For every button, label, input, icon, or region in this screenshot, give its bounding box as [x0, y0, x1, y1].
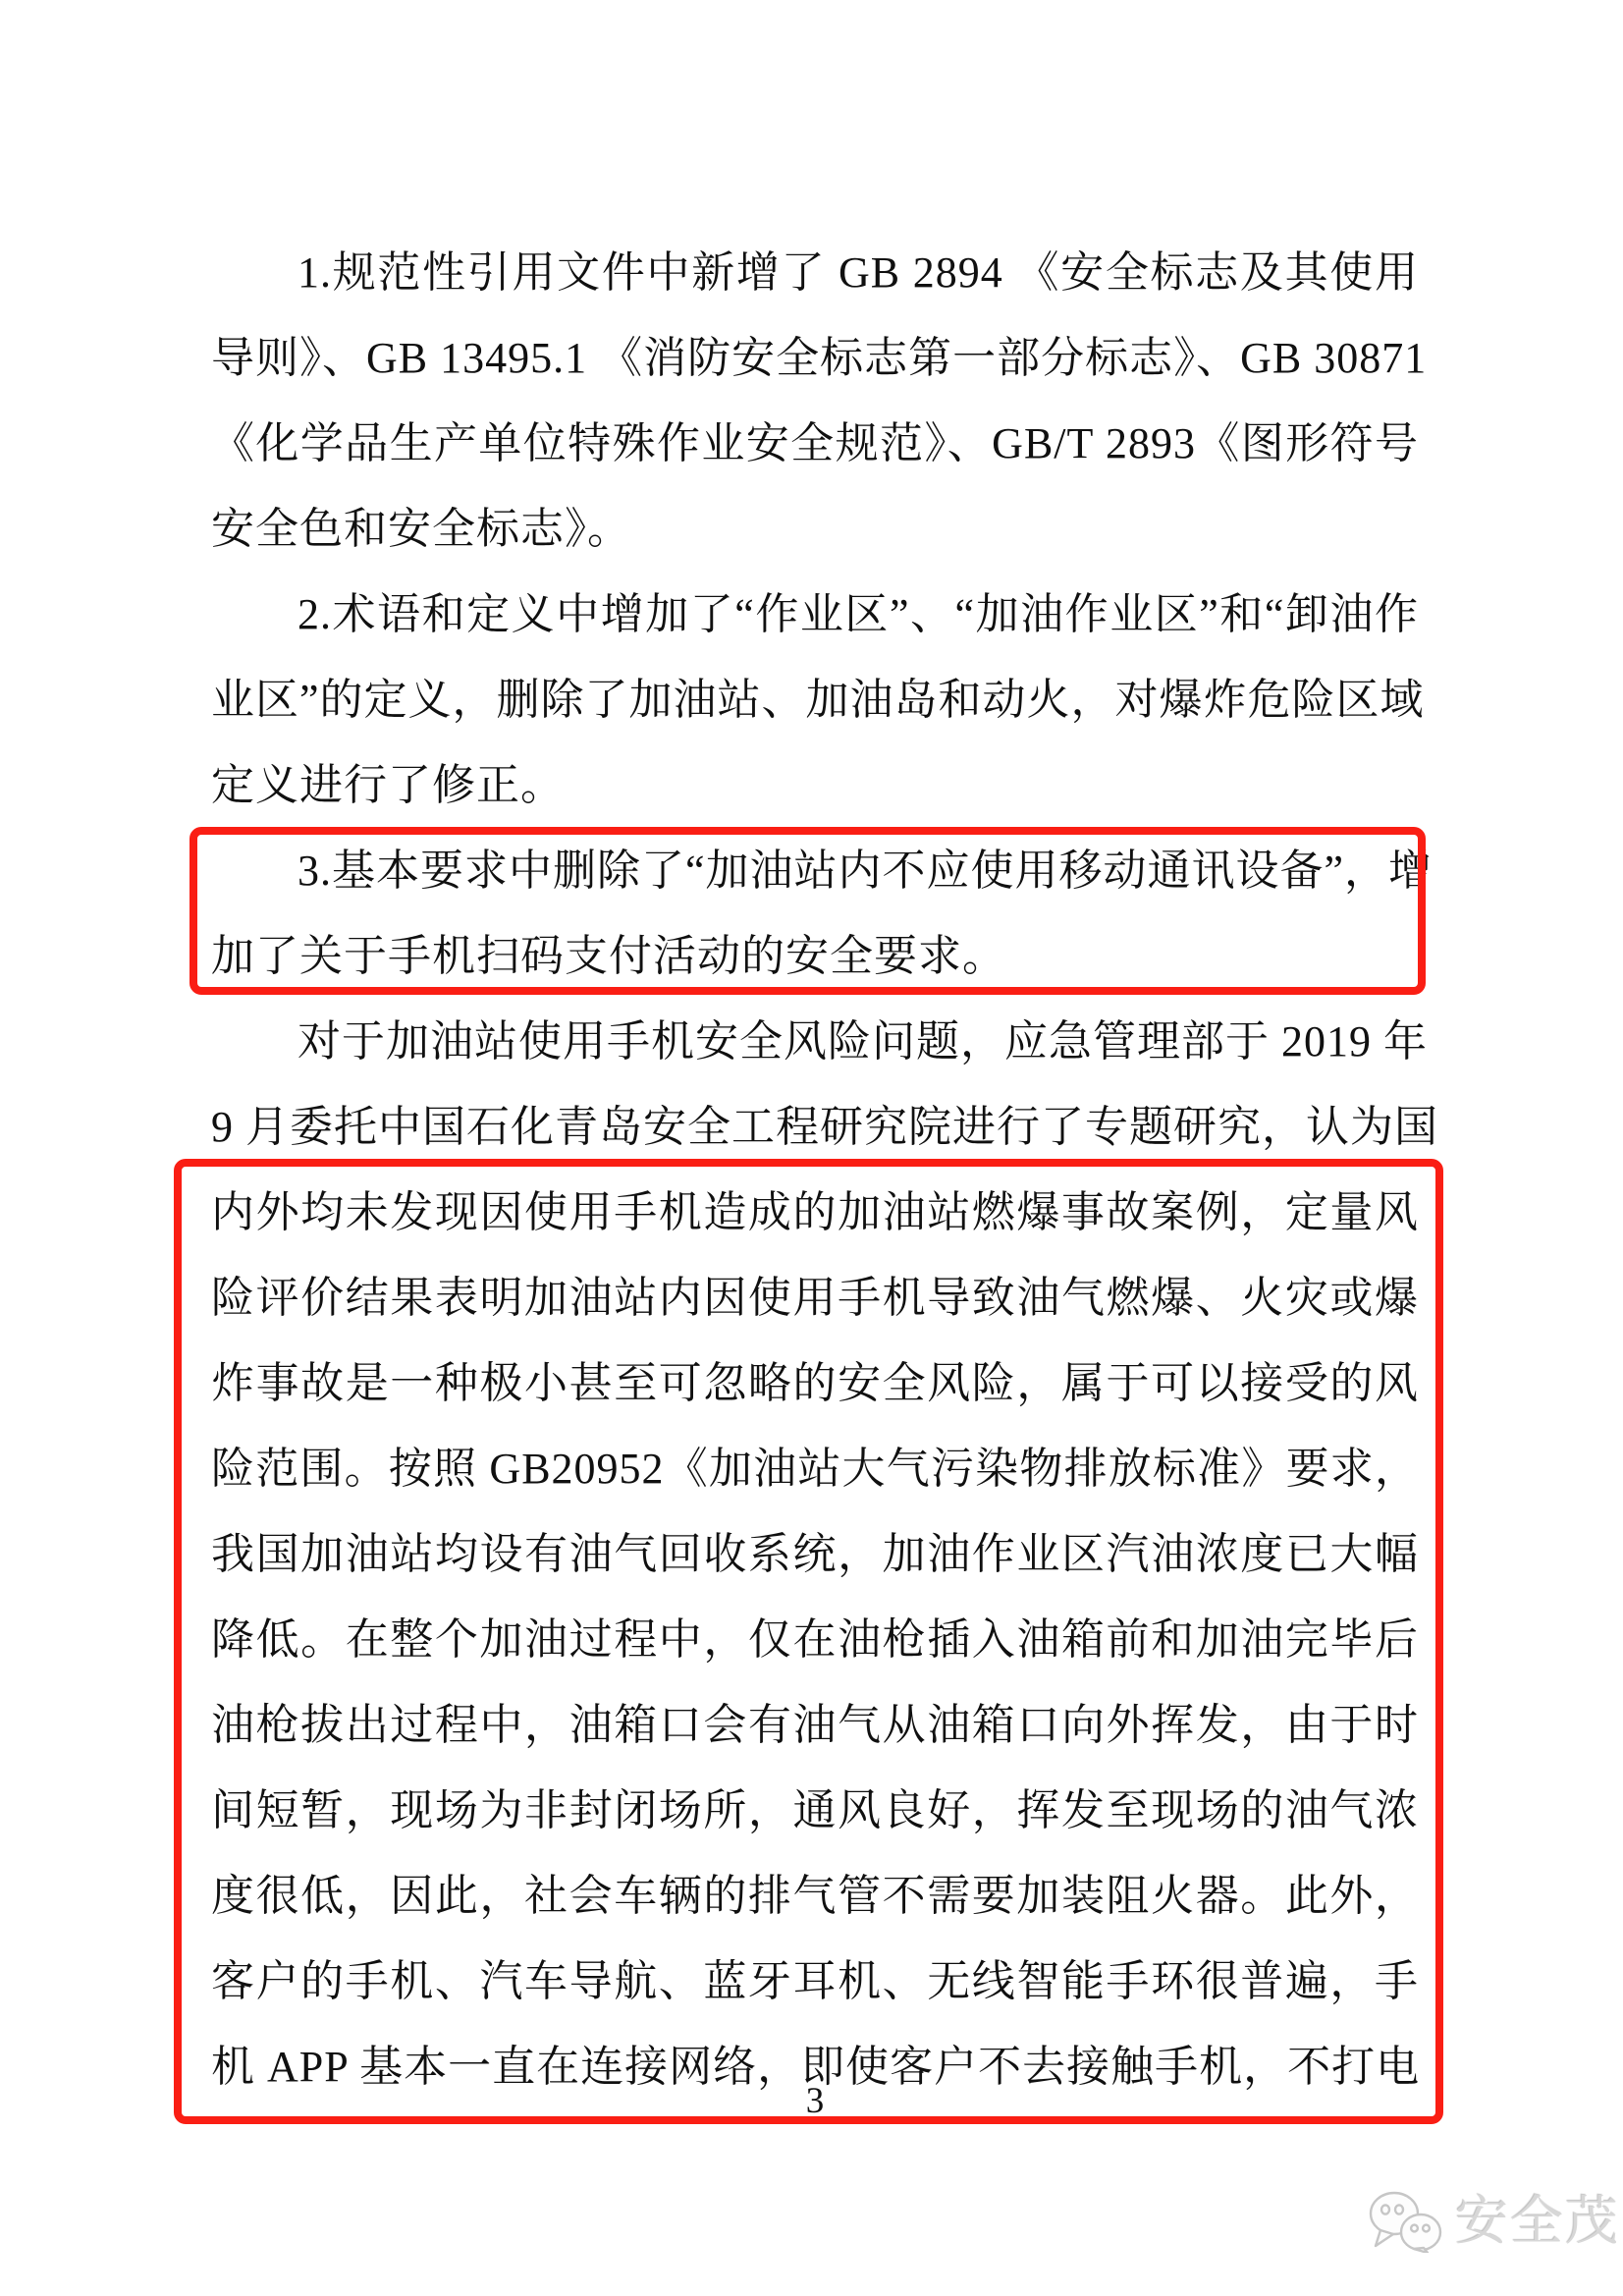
wechat-icon	[1367, 2190, 1445, 2253]
text-line: 加了关于手机扫码支付活动的安全要求。	[211, 932, 1006, 980]
text-line: 客户的手机、汽车导航、蓝牙耳机、无线智能手环很普遍，手	[211, 1957, 1419, 2005]
text-line: 业区”的定义，删除了加油站、加油岛和动火，对爆炸危险区域	[211, 676, 1425, 724]
text-line: 险范围。按照 GB20952《加油站大气污染物排放标准》要求，	[211, 1445, 1419, 1493]
text-line: 炸事故是一种极小甚至可忽略的安全风险，属于可以接受的风	[211, 1359, 1419, 1407]
text-line: 3.基本要求中删除了“加油站内不应使用移动通讯设备”，增	[298, 847, 1434, 895]
text-line: 度很低，因此，社会车辆的排气管不需要加装阻火器。此外，	[211, 1872, 1419, 1920]
text-line: 2.术语和定义中增加了“作业区”、“加油作业区”和“卸油作	[298, 590, 1419, 638]
page-number: 3	[805, 2081, 825, 2121]
text-line: 定义进行了修正。	[211, 761, 565, 809]
text-line: 油枪拔出过程中，油箱口会有油气从油箱口向外挥发，由于时	[211, 1701, 1419, 1749]
watermark-text: 安全茂	[1455, 2192, 1620, 2251]
text-line: 导则》、GB 13495.1 《消防安全标志第一部分标志》、GB 30871	[211, 334, 1428, 382]
text-line: 险评价结果表明加油站内因使用手机导致油气燃爆、火灾或爆	[211, 1274, 1419, 1322]
text-line: 安全色和安全标志》。	[211, 505, 631, 553]
text-block	[211, 230, 1438, 2109]
text-line: 9 月委托中国石化青岛安全工程研究院进行了专题研究，认为国	[211, 1103, 1438, 1151]
text-line: 内外均未发现因使用手机造成的加油站燃爆事故案例，定量风	[211, 1188, 1419, 1236]
text-line: 1.规范性引用文件中新增了 GB 2894 《安全标志及其使用	[298, 248, 1419, 297]
text-line: 我国加油站均设有油气回收系统，加油作业区汽油浓度已大幅	[211, 1530, 1419, 1578]
text-line: 《化学品生产单位特殊作业安全规范》、GB/T 2893《图形符号	[211, 419, 1419, 467]
text-line: 对于加油站使用手机安全风险问题，应急管理部于 2019 年	[298, 1017, 1428, 1066]
watermark	[1367, 2190, 1620, 2253]
text-line: 机 APP 基本一直在连接网络，即使客户不去接触手机，不打电	[211, 2043, 1421, 2091]
text-line: 降低。在整个加油过程中，仅在油枪插入油箱前和加油完毕后	[211, 1615, 1419, 1664]
text-line: 间短暂，现场为非封闭场所，通风良好，挥发至现场的油气浓	[211, 1786, 1419, 1834]
